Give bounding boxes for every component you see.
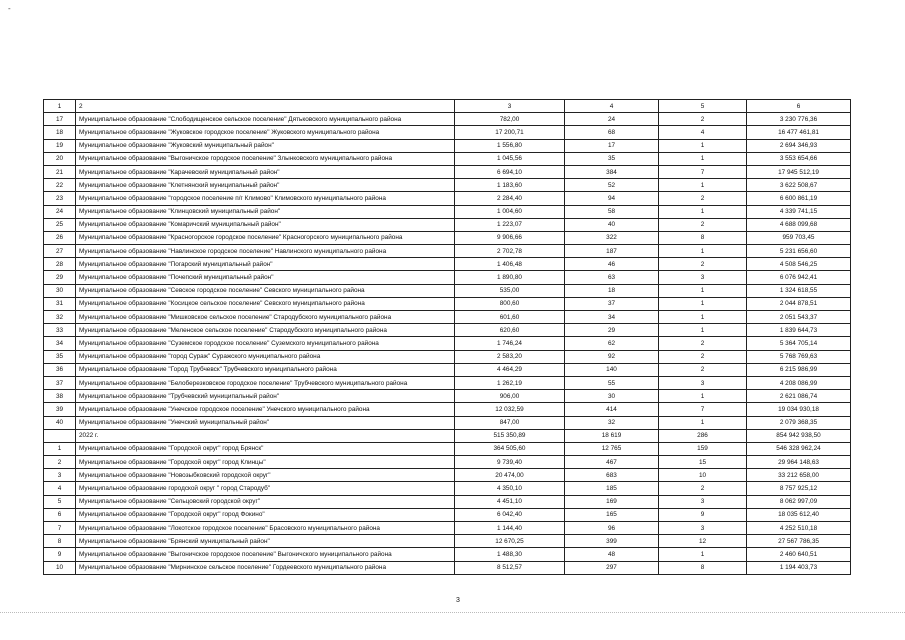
table-row — [44, 403, 851, 416]
residents-cell: 165 — [565, 508, 659, 521]
houses-cell: 1 — [659, 179, 747, 192]
residents-cell: 4 — [565, 100, 659, 113]
name-cell: Муниципальное образование "Меленское сельское поселение" Стародубского муниципального района — [76, 324, 455, 337]
residents-cell: 92 — [565, 350, 659, 363]
table-row — [44, 416, 851, 429]
houses-cell: 3 — [659, 376, 747, 389]
name-cell: Муниципальное образование "Комаричский муниципальный район" — [76, 218, 455, 231]
residents-cell: 37 — [565, 297, 659, 310]
name-cell: Муниципальное образование городской округ " город Стародуб" — [76, 482, 455, 495]
area-cell: 20 474,00 — [455, 469, 565, 482]
row-number-cell: 24 — [44, 205, 76, 218]
table-row — [44, 126, 851, 139]
table-row — [44, 363, 851, 376]
name-cell: Муниципальное образование "Погарский муниципальный район" — [76, 258, 455, 271]
residents-cell: 297 — [565, 561, 659, 574]
table-row — [44, 561, 851, 574]
residents-cell: 96 — [565, 522, 659, 535]
residents-cell: 12 765 — [565, 442, 659, 455]
name-cell: Муниципальное образование "Городской округ" город Брянск" — [76, 442, 455, 455]
houses-cell: 1 — [659, 284, 747, 297]
amount-cell: 6 215 986,99 — [747, 363, 851, 376]
area-cell: 535,00 — [455, 284, 565, 297]
amount-cell: 2 051 543,37 — [747, 311, 851, 324]
row-number-cell: 36 — [44, 363, 76, 376]
name-cell: Муниципальное образование "Трубчевский муниципальный район" — [76, 390, 455, 403]
table-row — [44, 218, 851, 231]
amount-cell: 8 757 925,12 — [747, 482, 851, 495]
residents-cell: 58 — [565, 205, 659, 218]
row-number-cell: 26 — [44, 231, 76, 244]
name-cell: Муниципальное образование "Городской округ" город Фокино" — [76, 508, 455, 521]
houses-cell: 4 — [659, 126, 747, 139]
houses-cell: 2 — [659, 482, 747, 495]
table-row — [44, 271, 851, 284]
residents-cell: 48 — [565, 548, 659, 561]
houses-cell: 1 — [659, 245, 747, 258]
residents-cell: 467 — [565, 456, 659, 469]
houses-cell: 1 — [659, 139, 747, 152]
name-cell: Муниципальное образование "Выгоничское городское поселение" Злынковского муниципального района — [76, 152, 455, 165]
row-number-cell: 9 — [44, 548, 76, 561]
area-cell: 3 — [455, 100, 565, 113]
amount-cell: 29 964 148,63 — [747, 456, 851, 469]
amount-cell: 2 460 640,51 — [747, 548, 851, 561]
houses-cell: 2 — [659, 350, 747, 363]
houses-cell: 7 — [659, 403, 747, 416]
table-row — [44, 350, 851, 363]
houses-cell: 159 — [659, 442, 747, 455]
houses-cell: 1 — [659, 416, 747, 429]
area-cell: 9 739,40 — [455, 456, 565, 469]
houses-cell: 2 — [659, 218, 747, 231]
amount-cell: 4 508 546,25 — [747, 258, 851, 271]
amount-cell: 4 252 510,18 — [747, 522, 851, 535]
table-row — [44, 179, 851, 192]
amount-cell: 2 079 368,35 — [747, 416, 851, 429]
row-number-cell: 10 — [44, 561, 76, 574]
amount-cell: 3 553 654,66 — [747, 152, 851, 165]
area-cell: 1 262,19 — [455, 376, 565, 389]
residents-cell: 384 — [565, 165, 659, 178]
residents-cell: 17 — [565, 139, 659, 152]
row-number-cell: 34 — [44, 337, 76, 350]
houses-cell: 8 — [659, 561, 747, 574]
amount-cell: 4 688 099,68 — [747, 218, 851, 231]
area-cell: 800,60 — [455, 297, 565, 310]
houses-cell: 2 — [659, 258, 747, 271]
area-cell: 620,60 — [455, 324, 565, 337]
name-cell: Муниципальное образование "Мирнинское сельское поселение" Гордеевского муниципального района — [76, 561, 455, 574]
houses-cell: 1 — [659, 205, 747, 218]
residents-cell: 399 — [565, 535, 659, 548]
residents-cell: 52 — [565, 179, 659, 192]
table-row — [44, 231, 851, 244]
area-cell: 1 183,60 — [455, 179, 565, 192]
table-row — [44, 522, 851, 535]
data-table — [43, 99, 851, 575]
area-cell: 4 350,10 — [455, 482, 565, 495]
table-row — [44, 535, 851, 548]
row-number-cell: 29 — [44, 271, 76, 284]
houses-cell: 10 — [659, 469, 747, 482]
residents-cell: 683 — [565, 469, 659, 482]
area-cell: 17 200,71 — [455, 126, 565, 139]
name-cell: Муниципальное образование "Новозыбковский городской округ" — [76, 469, 455, 482]
row-number-cell: 21 — [44, 165, 76, 178]
amount-cell: 33 212 658,00 — [747, 469, 851, 482]
row-number-cell: 17 — [44, 113, 76, 126]
row-number-cell: 37 — [44, 376, 76, 389]
corner-mark: - — [8, 4, 11, 13]
row-number-cell: 30 — [44, 284, 76, 297]
row-number-cell: 22 — [44, 179, 76, 192]
table-row — [44, 469, 851, 482]
table-row — [44, 482, 851, 495]
amount-cell: 3 230 776,36 — [747, 113, 851, 126]
name-cell: Муниципальное образование "Белоберезковское городское поселение" Трубчевского муниципального района — [76, 376, 455, 389]
amount-cell: 18 035 612,40 — [747, 508, 851, 521]
amount-cell: 2 044 878,51 — [747, 297, 851, 310]
table-row — [44, 258, 851, 271]
houses-cell: 8 — [659, 231, 747, 244]
houses-cell: 1 — [659, 390, 747, 403]
houses-cell: 2 — [659, 192, 747, 205]
residents-cell: 414 — [565, 403, 659, 416]
name-cell: 2022 г. — [76, 429, 455, 442]
residents-cell: 46 — [565, 258, 659, 271]
area-cell: 2 702,78 — [455, 245, 565, 258]
table-row — [44, 192, 851, 205]
residents-cell: 169 — [565, 495, 659, 508]
row-number-cell: 38 — [44, 390, 76, 403]
area-cell: 1 004,60 — [455, 205, 565, 218]
area-cell: 1 045,56 — [455, 152, 565, 165]
area-cell: 2 583,20 — [455, 350, 565, 363]
name-cell: Муниципальное образование "Локотское городское поселение" Брасовского муниципального района — [76, 522, 455, 535]
row-number-cell: 31 — [44, 297, 76, 310]
name-cell: Муниципальное образование "Навлинское городское поселение" Навлинского муниципального района — [76, 245, 455, 258]
name-cell: Муниципальное образование "Косицкое сельское поселение" Севского муниципального района — [76, 297, 455, 310]
table-row — [44, 139, 851, 152]
name-cell: Муниципальное образование "Жуковский муниципальный район" — [76, 139, 455, 152]
amount-cell: 854 942 938,50 — [747, 429, 851, 442]
table-header-row — [44, 100, 851, 113]
houses-cell: 1 — [659, 152, 747, 165]
table-row — [44, 245, 851, 258]
amount-cell: 17 945 512,19 — [747, 165, 851, 178]
residents-cell: 29 — [565, 324, 659, 337]
houses-cell: 2 — [659, 337, 747, 350]
table-row — [44, 456, 851, 469]
houses-cell: 286 — [659, 429, 747, 442]
amount-cell: 6 600 861,19 — [747, 192, 851, 205]
residents-cell: 55 — [565, 376, 659, 389]
amount-cell: 19 034 930,18 — [747, 403, 851, 416]
table-row — [44, 495, 851, 508]
residents-cell: 30 — [565, 390, 659, 403]
houses-cell: 1 — [659, 548, 747, 561]
name-cell: Муниципальное образование "Мишковское сельское поселение" Стародубского муниципального района — [76, 311, 455, 324]
area-cell: 601,60 — [455, 311, 565, 324]
name-cell: Муниципальное образование "Клетнянский муниципальный район" — [76, 179, 455, 192]
row-number-cell: 39 — [44, 403, 76, 416]
residents-cell: 68 — [565, 126, 659, 139]
name-cell: Муниципальное образование "Город Трубчевск" Трубчевского муниципального района — [76, 363, 455, 376]
year-summary-row — [44, 429, 851, 442]
area-cell: 1 223,07 — [455, 218, 565, 231]
area-cell: 1 488,30 — [455, 548, 565, 561]
houses-cell: 12 — [659, 535, 747, 548]
amount-cell: 2 694 346,93 — [747, 139, 851, 152]
amount-cell: 4 208 086,99 — [747, 376, 851, 389]
row-number-cell: 40 — [44, 416, 76, 429]
row-number-cell: 1 — [44, 100, 76, 113]
row-number-cell — [44, 429, 76, 442]
name-cell: Муниципальное образование "Жуковское городское поселение" Жуковского муниципального района — [76, 126, 455, 139]
area-cell: 12 032,59 — [455, 403, 565, 416]
table-row — [44, 152, 851, 165]
table-row — [44, 205, 851, 218]
row-number-cell: 35 — [44, 350, 76, 363]
residents-cell: 322 — [565, 231, 659, 244]
table-row — [44, 311, 851, 324]
area-cell: 515 350,89 — [455, 429, 565, 442]
row-number-cell: 28 — [44, 258, 76, 271]
row-number-cell: 25 — [44, 218, 76, 231]
residents-cell: 34 — [565, 311, 659, 324]
area-cell: 6 042,40 — [455, 508, 565, 521]
name-cell: Муниципальное образование "городское поселение п/г Климово" Климовского муниципального района — [76, 192, 455, 205]
table-row — [44, 376, 851, 389]
amount-cell: 2 621 086,74 — [747, 390, 851, 403]
residents-cell: 18 — [565, 284, 659, 297]
houses-cell: 3 — [659, 522, 747, 535]
area-cell: 847,00 — [455, 416, 565, 429]
scan-edge-line — [0, 612, 905, 614]
row-number-cell: 6 — [44, 508, 76, 521]
residents-cell: 18 619 — [565, 429, 659, 442]
houses-cell: 5 — [659, 100, 747, 113]
name-cell: Муниципальное образование "Севское городское поселение" Севского муниципального района — [76, 284, 455, 297]
table-row — [44, 165, 851, 178]
residents-cell: 63 — [565, 271, 659, 284]
amount-cell: 27 567 786,35 — [747, 535, 851, 548]
table-row — [44, 297, 851, 310]
name-cell: Муниципальное образование "Брянский муниципальный район" — [76, 535, 455, 548]
name-cell: Муниципальное образование "Унечское городское поселение" Унечского муниципального района — [76, 403, 455, 416]
amount-cell: 959 703,45 — [747, 231, 851, 244]
amount-cell: 4 339 741,15 — [747, 205, 851, 218]
table-row — [44, 390, 851, 403]
name-cell: Муниципальное образование "город Сураж" Суражского муниципального района — [76, 350, 455, 363]
name-cell: Муниципальное образование "Почепский муниципальный район" — [76, 271, 455, 284]
houses-cell: 1 — [659, 324, 747, 337]
row-number-cell: 32 — [44, 311, 76, 324]
houses-cell: 3 — [659, 271, 747, 284]
row-number-cell: 23 — [44, 192, 76, 205]
name-cell: Муниципальное образование "Клинцовский муниципальный район" — [76, 205, 455, 218]
table-row — [44, 324, 851, 337]
houses-cell: 2 — [659, 113, 747, 126]
name-cell: Муниципальное образование "Суземское городское поселение" Суземского муниципального района — [76, 337, 455, 350]
row-number-cell: 5 — [44, 495, 76, 508]
area-cell: 2 284,40 — [455, 192, 565, 205]
residents-cell: 62 — [565, 337, 659, 350]
residents-cell: 140 — [565, 363, 659, 376]
row-number-cell: 2 — [44, 456, 76, 469]
amount-cell: 8 062 997,09 — [747, 495, 851, 508]
residents-cell: 94 — [565, 192, 659, 205]
amount-cell: 6 — [747, 100, 851, 113]
row-number-cell: 20 — [44, 152, 76, 165]
table-row — [44, 284, 851, 297]
row-number-cell: 1 — [44, 442, 76, 455]
area-cell: 12 670,25 — [455, 535, 565, 548]
area-cell: 364 505,60 — [455, 442, 565, 455]
area-cell: 1 746,24 — [455, 337, 565, 350]
residents-cell: 187 — [565, 245, 659, 258]
residents-cell: 35 — [565, 152, 659, 165]
houses-cell: 3 — [659, 495, 747, 508]
residents-cell: 40 — [565, 218, 659, 231]
table-row — [44, 508, 851, 521]
area-cell: 6 694,10 — [455, 165, 565, 178]
amount-cell: 16 477 461,81 — [747, 126, 851, 139]
row-number-cell: 7 — [44, 522, 76, 535]
area-cell: 1 406,48 — [455, 258, 565, 271]
area-cell: 906,00 — [455, 390, 565, 403]
amount-cell: 1 839 644,73 — [747, 324, 851, 337]
table-row — [44, 113, 851, 126]
row-number-cell: 3 — [44, 469, 76, 482]
table-row — [44, 337, 851, 350]
name-cell: Муниципальное образование "Унечский муниципальный район" — [76, 416, 455, 429]
houses-cell: 7 — [659, 165, 747, 178]
amount-cell: 1 324 618,55 — [747, 284, 851, 297]
area-cell: 4 464,29 — [455, 363, 565, 376]
amount-cell: 1 194 403,73 — [747, 561, 851, 574]
area-cell: 1 556,80 — [455, 139, 565, 152]
area-cell: 9 906,66 — [455, 231, 565, 244]
area-cell: 782,00 — [455, 113, 565, 126]
amount-cell: 546 328 962,24 — [747, 442, 851, 455]
area-cell: 4 451,10 — [455, 495, 565, 508]
amount-cell: 5 231 656,60 — [747, 245, 851, 258]
row-number-cell: 27 — [44, 245, 76, 258]
name-cell: Муниципальное образование "Выгоничское городское поселение" Выгоничского муниципального района — [76, 548, 455, 561]
table-row — [44, 442, 851, 455]
row-number-cell: 19 — [44, 139, 76, 152]
houses-cell: 2 — [659, 363, 747, 376]
residents-cell: 185 — [565, 482, 659, 495]
row-number-cell: 33 — [44, 324, 76, 337]
houses-cell: 1 — [659, 297, 747, 310]
houses-cell: 9 — [659, 508, 747, 521]
row-number-cell: 4 — [44, 482, 76, 495]
name-cell: 2 — [76, 100, 455, 113]
amount-cell: 6 076 942,41 — [747, 271, 851, 284]
area-cell: 1 890,80 — [455, 271, 565, 284]
residents-cell: 32 — [565, 416, 659, 429]
amount-cell: 5 364 705,14 — [747, 337, 851, 350]
row-number-cell: 8 — [44, 535, 76, 548]
name-cell: Муниципальное образование "Городской округ" город Клинцы" — [76, 456, 455, 469]
amount-cell: 3 622 508,67 — [747, 179, 851, 192]
table-body — [44, 100, 851, 575]
table-row — [44, 548, 851, 561]
row-number-cell: 18 — [44, 126, 76, 139]
area-cell: 1 144,40 — [455, 522, 565, 535]
page-number: 3 — [456, 597, 460, 604]
houses-cell: 1 — [659, 311, 747, 324]
name-cell: Муниципальное образование "Красногорское городское поселение" Красногорского муниципального района — [76, 231, 455, 244]
name-cell: Муниципальное образование "Карачевский муниципальный район" — [76, 165, 455, 178]
name-cell: Муниципальное образование "Слободищенское сельское поселение" Дятьковского муниципального района — [76, 113, 455, 126]
name-cell: Муниципальное образование "Сельцовский городской округ" — [76, 495, 455, 508]
houses-cell: 15 — [659, 456, 747, 469]
residents-cell: 24 — [565, 113, 659, 126]
amount-cell: 5 768 769,63 — [747, 350, 851, 363]
area-cell: 8 512,57 — [455, 561, 565, 574]
